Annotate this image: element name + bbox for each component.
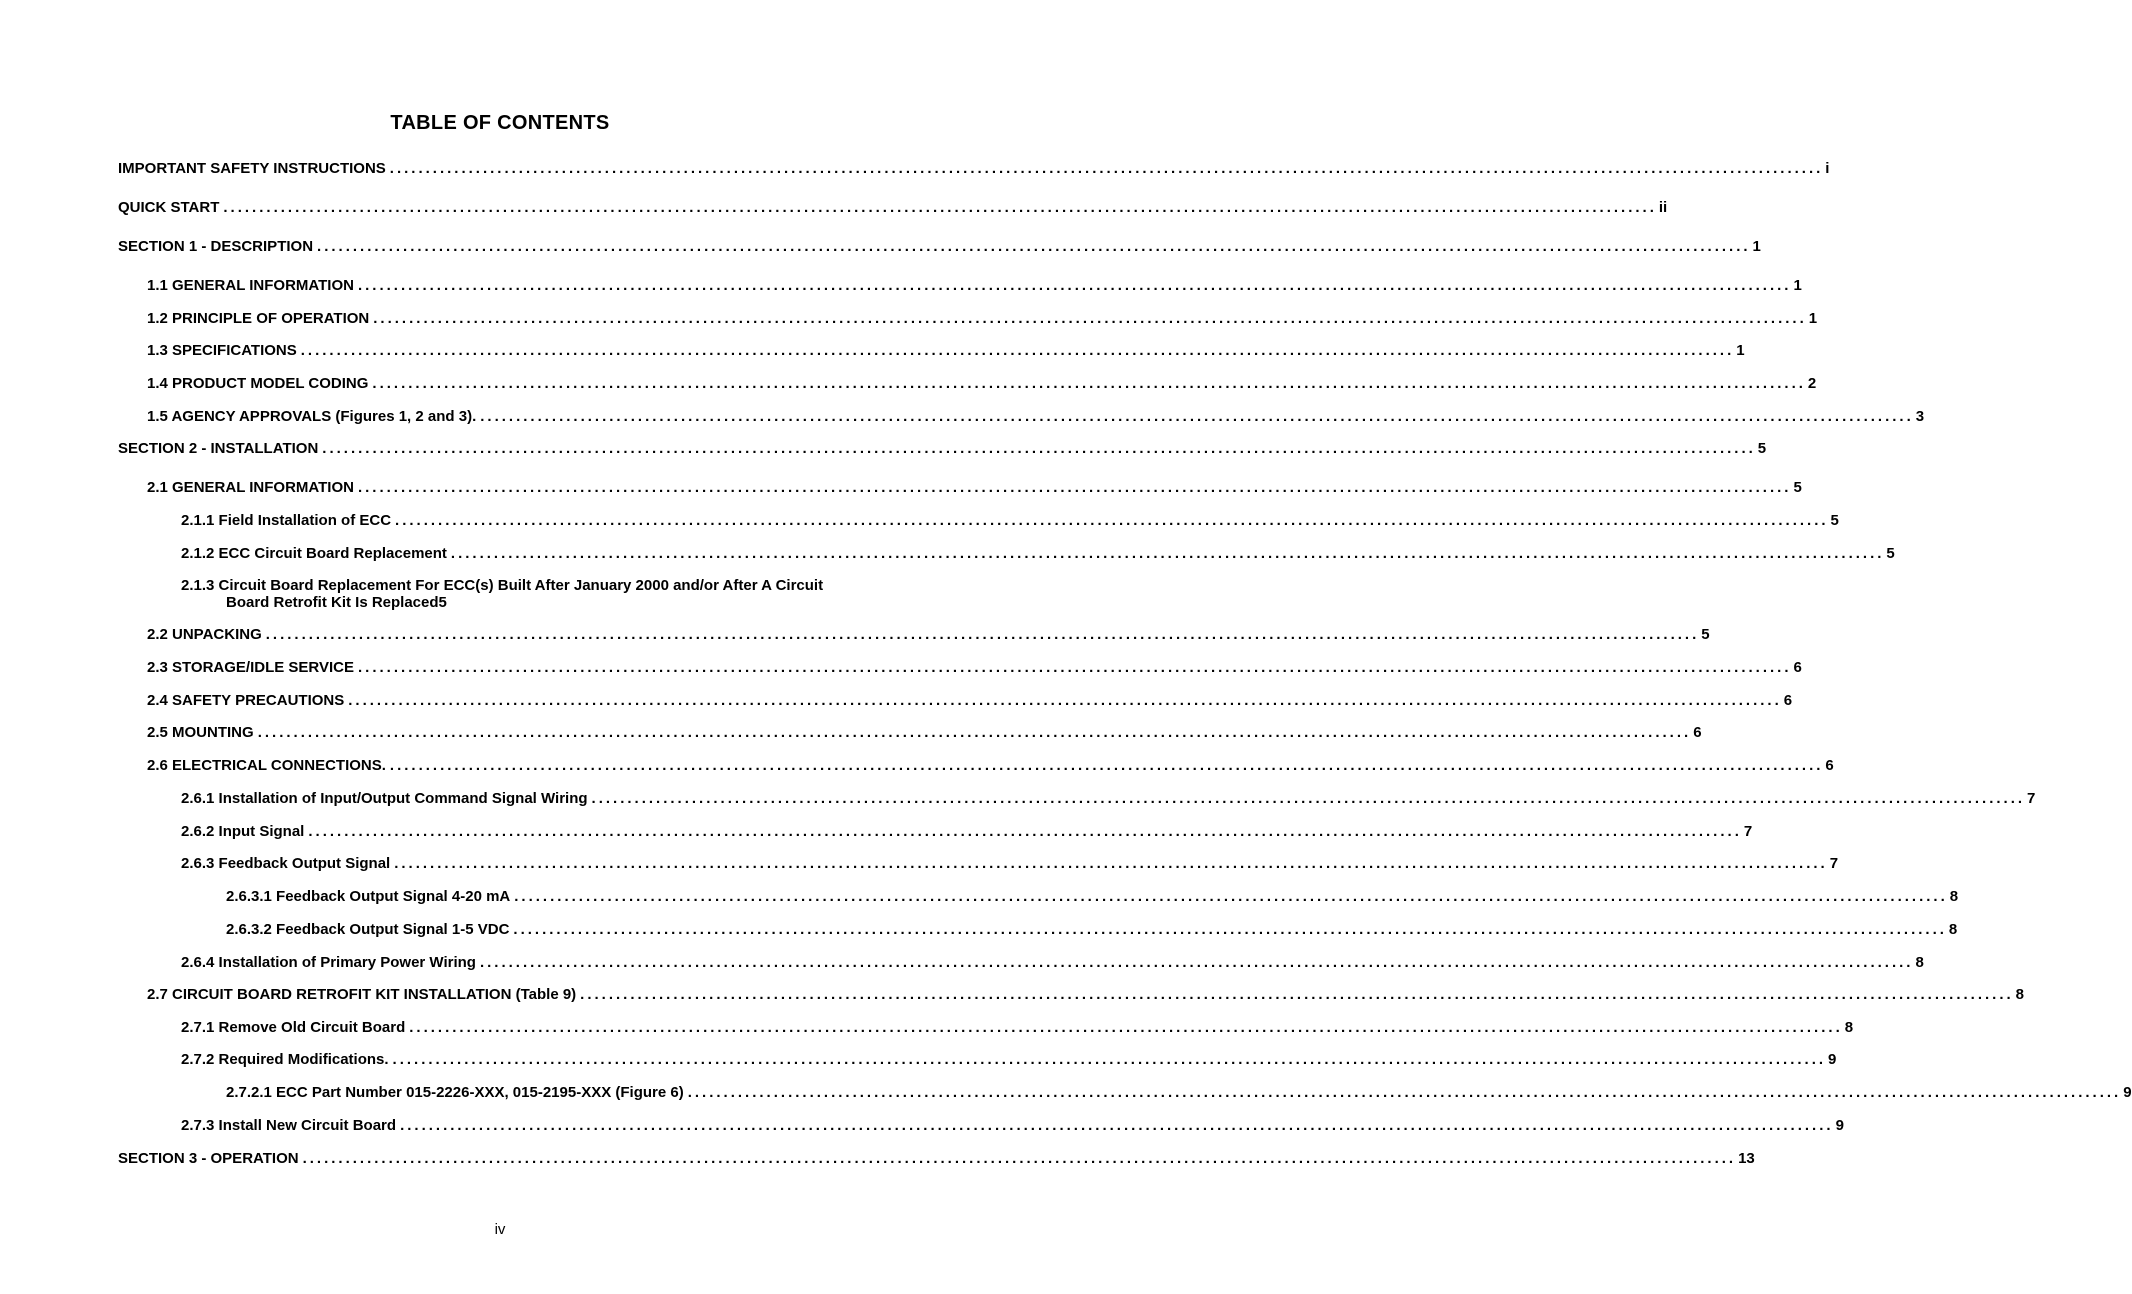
- toc-entry-text: 2.7 CIRCUIT BOARD RETROFIT KIT INSTALLATION (Table 9): [147, 986, 577, 1003]
- leader-dots: ........................................................................................................................................................................................................: [513, 921, 1947, 938]
- toc-entry[interactable]: [147, 986, 2025, 1003]
- toc-entry[interactable]: [147, 277, 1802, 294]
- page-number-footer: iv: [494, 1221, 506, 1238]
- toc-page-number: 5: [1793, 479, 1802, 496]
- toc-entry[interactable]: [147, 479, 1802, 496]
- toc-entry[interactable]: [181, 1051, 1837, 1068]
- toc-entry[interactable]: [181, 790, 2036, 807]
- leader-dots: ........................................................................................................................................................................................................: [395, 512, 1829, 529]
- toc-page-number: 1: [1793, 277, 1802, 294]
- toc-entry-text: 2.1.3 Circuit Board Replacement For ECC(s) Built After January 2000 and/or After A Circuit: [181, 577, 824, 594]
- toc-entry-text-line2: Board Retrofit Kit Is Replaced5: [226, 594, 447, 611]
- toc-entry-text: 2.1.1 Field Installation of ECC: [181, 512, 392, 529]
- toc-entry-text: 2.7.2.1 ECC Part Number 015-2226-XXX, 015-2195-XXX (Figure 6): [226, 1084, 684, 1101]
- toc-page-number: ii: [1658, 199, 1668, 216]
- toc-entry-text: 2.6.1 Installation of Input/Output Command Signal Wiring: [181, 790, 588, 807]
- toc-page-number: i: [1825, 160, 1830, 177]
- toc-page-number: 6: [1793, 659, 1802, 676]
- toc-entry-text: 2.6.3.2 Feedback Output Signal 1-5 VDC: [226, 921, 510, 938]
- toc-entry[interactable]: [181, 512, 1839, 529]
- leader-dots: ........................................................................................................................................................................................................: [450, 545, 1885, 562]
- toc-page-number: 2: [1807, 375, 1817, 392]
- toc-page-number: 1: [1752, 238, 1761, 255]
- toc-page-number: 7: [1829, 855, 1839, 872]
- toc-entry[interactable]: [181, 855, 1839, 872]
- toc-page-number: 1: [1736, 342, 1745, 359]
- toc-page-number: 8: [1949, 888, 1959, 905]
- leader-dots: ........................................................................................................................................................................................................: [300, 342, 1735, 359]
- toc-entry[interactable]: [118, 440, 1767, 457]
- toc-page-number: 5: [1830, 512, 1839, 529]
- leader-dots: ........................................................................................................................................................................................................: [394, 855, 1828, 872]
- toc-entry[interactable]: [147, 408, 1925, 425]
- leader-dots: ........................................................................................................................................................................................................: [580, 986, 2014, 1003]
- toc-entry[interactable]: [226, 921, 1958, 938]
- toc-entry-text: 1.2 PRINCIPLE OF OPERATION: [147, 310, 370, 327]
- toc-entry-text-block: [181, 577, 823, 611]
- toc-page-number: 6: [1693, 724, 1702, 741]
- toc-entry-text: 2.7.3 Install New Circuit Board: [181, 1117, 397, 1134]
- toc-page-number: 6: [1783, 692, 1793, 709]
- toc-entry-text: 2.2 UNPACKING: [147, 626, 262, 643]
- toc-entry[interactable]: [226, 888, 1959, 905]
- toc-entry-text: QUICK START: [118, 199, 220, 216]
- leader-dots: ........................................................................................................................................................................................................: [479, 954, 1914, 971]
- leader-dots: ........................................................................................................................................................................................................: [308, 823, 1742, 840]
- toc-entry-multiline[interactable]: [181, 577, 882, 611]
- leader-dots: ........................................................................................................................................................................................................: [257, 724, 1692, 741]
- toc-page-number: 6: [1825, 757, 1834, 774]
- toc-entry[interactable]: [118, 1150, 1755, 1167]
- toc-entry-text: 1.3 SPECIFICATIONS: [147, 342, 297, 359]
- toc-entry-text: 2.4 SAFETY PRECAUTIONS: [147, 692, 345, 709]
- leader-dots: ........................................................................................................................................................................................................: [357, 277, 1792, 294]
- leader-dots: ........................................................................................................................................................................................................: [392, 1051, 1827, 1068]
- toc-entry[interactable]: [181, 545, 1895, 562]
- leader-dots: ........................................................................................................................................................................................................: [372, 375, 1806, 392]
- page-title: TABLE OF CONTENTS: [390, 112, 610, 134]
- toc-entry[interactable]: [147, 342, 1745, 359]
- leader-dots: ........................................................................................................................................................................................................: [223, 199, 1657, 216]
- toc-page-number: 1: [1808, 310, 1818, 327]
- leader-dots: ........................................................................................................................................................................................................: [409, 1019, 1843, 1036]
- leader-dots: ........................................................................................................................................................................................................: [591, 790, 2026, 807]
- toc-entry[interactable]: [181, 1019, 1854, 1036]
- leader-dots: ........................................................................................................................................................................................................: [389, 160, 1824, 177]
- toc-entry-text: SECTION 3 - OPERATION: [118, 1150, 299, 1167]
- leader-dots: ........................................................................................................................................................................................................: [317, 238, 1751, 255]
- leader-dots: ........................................................................................................................................................................................................: [322, 440, 1756, 457]
- toc-entry[interactable]: [181, 823, 1753, 840]
- toc-page-number: 8: [1844, 1019, 1854, 1036]
- toc-page-number: 8: [1948, 921, 1958, 938]
- toc-entry-text: 2.6.4 Installation of Primary Power Wiring: [181, 954, 476, 971]
- toc-entry[interactable]: [147, 692, 1793, 709]
- toc-entry[interactable]: [181, 954, 1924, 971]
- toc-entry-text: 2.6.3.1 Feedback Output Signal 4-20 mA: [226, 888, 511, 905]
- toc-page-number: 8: [1915, 954, 1924, 971]
- toc-entry-text: 2.1.2 ECC Circuit Board Replacement: [181, 545, 447, 562]
- toc-entry[interactable]: [226, 1084, 2132, 1101]
- leader-dots: ........................................................................................................................................................................................................: [480, 408, 1914, 425]
- leader-dots: ........................................................................................................................................................................................................: [389, 757, 1824, 774]
- toc-entry-text: 2.5 MOUNTING: [147, 724, 254, 741]
- leader-dots: ........................................................................................................................................................................................................: [348, 692, 1782, 709]
- toc-page-number: 5: [1701, 626, 1710, 643]
- toc-page-number: 7: [1743, 823, 1753, 840]
- toc-entry[interactable]: [147, 724, 1702, 741]
- toc-entry-text: 2.6 ELECTRICAL CONNECTIONS.: [147, 757, 386, 774]
- toc-entry-text: 2.6.2 Input Signal: [181, 823, 305, 840]
- toc-entry-text: 2.1 GENERAL INFORMATION: [147, 479, 354, 496]
- toc-entry[interactable]: [118, 160, 1830, 177]
- toc-entry-text: 2.3 STORAGE/IDLE SERVICE: [147, 659, 355, 676]
- toc-page-number: 5: [1757, 440, 1767, 457]
- toc-page-number: 8: [2015, 986, 2025, 1003]
- toc-entry[interactable]: [147, 375, 1817, 392]
- toc-entry-text: 1.5 AGENCY APPROVALS (Figures 1, 2 and 3).: [147, 408, 477, 425]
- toc-entry[interactable]: [147, 659, 1802, 676]
- toc-entry[interactable]: [181, 1117, 1844, 1134]
- toc-entry-text: 2.7.1 Remove Old Circuit Board: [181, 1019, 406, 1036]
- toc-entry-text: SECTION 1 - DESCRIPTION: [118, 238, 314, 255]
- toc-entry[interactable]: [147, 757, 1834, 774]
- toc-entry[interactable]: [147, 310, 1818, 327]
- toc-entry-text: 1.4 PRODUCT MODEL CODING: [147, 375, 369, 392]
- toc-page-number: 7: [2027, 790, 2036, 807]
- leader-dots: ........................................................................................................................................................................................................: [265, 626, 1700, 643]
- toc-entry-text: 2.7.2 Required Modifications.: [181, 1051, 389, 1068]
- toc-entry[interactable]: [118, 238, 1761, 255]
- toc-page-number: 3: [1915, 408, 1925, 425]
- toc-entry[interactable]: [147, 626, 1710, 643]
- toc-entry-text: 1.1 GENERAL INFORMATION: [147, 277, 354, 294]
- toc-page-number: 5: [1886, 545, 1895, 562]
- toc-page-number: 9: [1828, 1051, 1837, 1068]
- leader-dots: ........................................................................................................................................................................................................: [400, 1117, 1834, 1134]
- toc-page-number: 9: [1835, 1117, 1844, 1134]
- toc-entry-text: 2.6.3 Feedback Output Signal: [181, 855, 391, 872]
- leader-dots: ........................................................................................................................................................................................................: [373, 310, 1807, 327]
- toc-entry-text: SECTION 2 - INSTALLATION: [118, 440, 319, 457]
- toc-entry[interactable]: [118, 199, 1668, 216]
- toc-entry-text: IMPORTANT SAFETY INSTRUCTIONS: [118, 160, 386, 177]
- leader-dots: ........................................................................................................................................................................................................: [687, 1084, 2122, 1101]
- leader-dots: ........................................................................................................................................................................................................: [514, 888, 1948, 905]
- leader-dots: ........................................................................................................................................................................................................: [357, 479, 1792, 496]
- toc-page-number: 9: [2123, 1084, 2132, 1101]
- leader-dots: ........................................................................................................................................................................................................: [358, 659, 1792, 676]
- leader-dots: ........................................................................................................................................................................................................: [302, 1150, 1737, 1167]
- toc-page-number: 13: [1738, 1150, 1755, 1167]
